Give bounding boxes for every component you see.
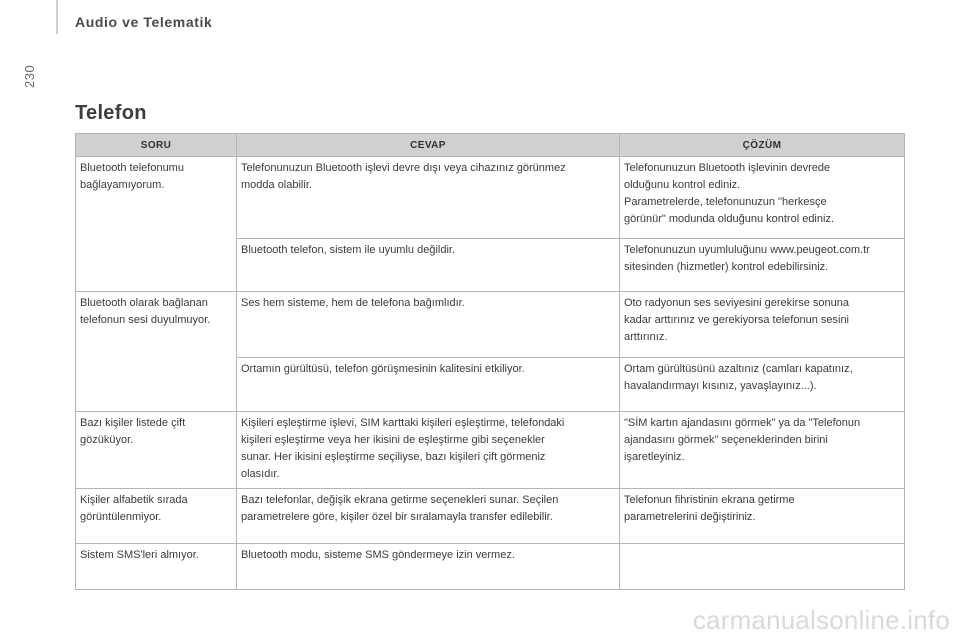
- watermark: carmanualsonline.info: [692, 605, 950, 635]
- solution-cell: [620, 157, 905, 239]
- answer-cell: [237, 544, 620, 590]
- header-solution: ÇÖZÜM: [620, 134, 905, 157]
- question-text: Bazı kişiler listede çift gözüküyor.: [80, 417, 186, 446]
- answer-cell: [237, 239, 620, 292]
- answer-text: Ses hem sisteme, hem de telefona bağımlıdır.: [241, 297, 465, 309]
- question-text: Kişiler alfabetik sırada görüntülenmiyor.: [80, 494, 188, 523]
- section-title: Telefon: [75, 102, 147, 124]
- chapter-divider: [56, 0, 58, 34]
- answer-cell: [237, 157, 620, 239]
- page-number: 230: [22, 64, 37, 88]
- table-row: [76, 544, 905, 590]
- question-text: Bluetooth telefonumu bağlayamıyorum.: [80, 162, 184, 191]
- question-cell: [76, 157, 237, 292]
- solution-text: Ortam gürültüsünü azaltınız (camları kapatınız, havalandırmayı kısınız, yavaşlayınız...).: [624, 363, 853, 392]
- solution-cell: [620, 239, 905, 292]
- solution-cell: [620, 358, 905, 412]
- solution-text: "SİM kartın ajandasını görmek" ya da "Telefonun ajandasını görmek" seçeneklerinden birini işaretleyiniz.: [624, 417, 861, 463]
- faq-table: [75, 133, 905, 590]
- table-row: [76, 292, 905, 358]
- question-cell: [76, 292, 237, 412]
- answer-cell: [237, 358, 620, 412]
- solution-text: Telefonun fihristinin ekrana getirme parametrelerini değiştiriniz.: [624, 494, 795, 523]
- answer-text: Bluetooth modu, sisteme SMS göndermeye izin vermez.: [241, 549, 515, 561]
- question-cell: [76, 489, 237, 544]
- table-row: [76, 412, 905, 489]
- solution-text: Telefonunuzun Bluetooth işlevinin devrede olduğunu kontrol ediniz. Parametrelerde, telefonunuzun "herkesçe görünür" modunda olduğunu kontrol ediniz.: [624, 162, 834, 225]
- table-header-row: [76, 134, 905, 157]
- question-cell: [76, 412, 237, 489]
- solution-cell: [620, 292, 905, 358]
- table-row: [76, 157, 905, 239]
- header-question: SORU: [76, 134, 237, 157]
- solution-text: Oto radyonun ses seviyesini gerekirse sonuna kadar arttırınız ve gerekiyorsa telefonun sesini arttırınız.: [624, 297, 850, 343]
- answer-text: Bazı telefonlar, değişik ekrana getirme seçenekleri sunar. Seçilen parametrelere göre, kişiler özel bir sıralamayla transfer edilebilir.: [241, 494, 559, 523]
- question-text: Bluetooth olarak bağlanan telefonun sesi duyulmuyor.: [80, 297, 211, 326]
- question-cell: [76, 544, 237, 590]
- answer-text: Bluetooth telefon, sistem ile uyumlu değildir.: [241, 244, 456, 256]
- answer-text: Kişileri eşleştirme işlevi, SIM karttaki kişileri eşleştirme, telefondaki kişileri eşleştirme veya her ikisini de eşleştirme gibi seçenekler sunar. Her ikisini eşleştirme seçiliyse, bazı kişileri çift görmeniz olasıdır.: [241, 417, 565, 480]
- solution-cell: [620, 544, 905, 590]
- answer-text: Ortamın gürültüsü, telefon görüşmesinin kalitesini etkiliyor.: [241, 363, 525, 375]
- header-answer: CEVAP: [237, 134, 620, 157]
- answer-cell: [237, 292, 620, 358]
- solution-cell: [620, 489, 905, 544]
- answer-cell: [237, 412, 620, 489]
- table-row: [76, 489, 905, 544]
- chapter-title: Audio ve Telematik: [75, 14, 213, 30]
- solution-cell: [620, 412, 905, 489]
- answer-text: Telefonunuzun Bluetooth işlevi devre dışı veya cihazınız görünmez modda olabilir.: [241, 162, 566, 191]
- answer-cell: [237, 489, 620, 544]
- solution-text: Telefonunuzun uyumluluğunu www.peugeot.com.tr sitesinden (hizmetler) kontrol edebilirsiniz.: [624, 244, 870, 273]
- question-text: Sistem SMS'leri almıyor.: [80, 549, 199, 561]
